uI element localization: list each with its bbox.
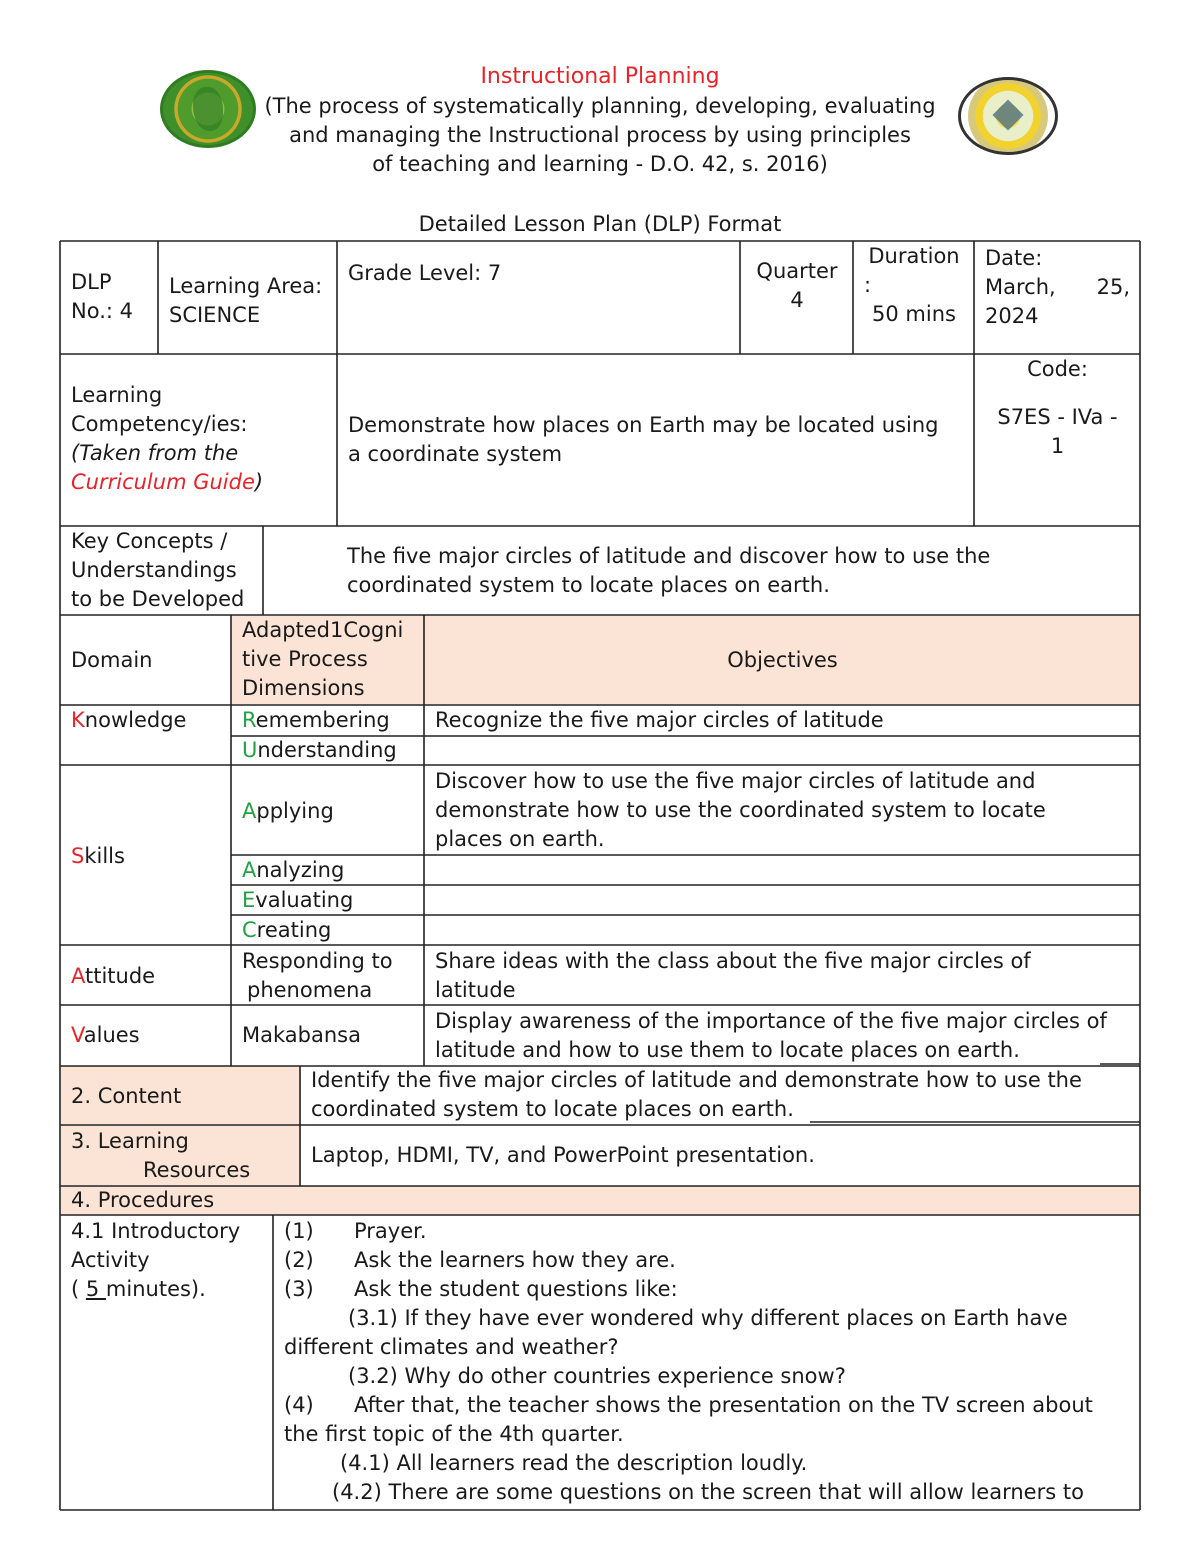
domain-knowledge (61, 706, 231, 735)
subtitle-line-3: of teaching and learning - D.O. 42, s. 2016) (372, 152, 828, 176)
competency-label-cell (61, 381, 336, 497)
competency-label-line-1: Learning (71, 383, 163, 407)
competency-text-line-1: Demonstrate how places on Earth may be located using (348, 413, 939, 437)
process-makabansa: Makabansa (242, 1023, 361, 1047)
process-evaluating (232, 886, 424, 915)
content-text-2: coordinated system to locate places on earth. (311, 1097, 794, 1121)
step-2-text: Ask the learners how they are. (354, 1248, 676, 1272)
step-4-number: (4) (284, 1393, 314, 1417)
step-4 (284, 1391, 1130, 1420)
evaluating-initial: E (242, 888, 256, 912)
step-3-number: (3) (284, 1277, 314, 1301)
objective-values-2: latitude and how to use them to locate places on earth. (435, 1038, 1020, 1062)
step-4-2: (4.2) There are some questions on the screen that will allow learners to (332, 1480, 1084, 1504)
step-2 (284, 1246, 1130, 1275)
process-applying (232, 797, 424, 826)
domain-header: Domain (71, 648, 153, 672)
grade-level-cell: Grade Level: 7 (348, 261, 502, 285)
competency-label-line-3: (Taken from the (71, 441, 239, 465)
creating-initial: C (242, 918, 257, 942)
learning-area-value: SCIENCE (169, 303, 261, 327)
key-concepts-label-3: to be Developed (71, 587, 245, 611)
date-year: 2024 (985, 304, 1039, 328)
understanding-initial: U (242, 738, 258, 762)
code-cell (975, 355, 1140, 461)
attitude-rest: ttitude (85, 964, 156, 988)
learning-area-cell (159, 272, 337, 330)
closing-paren: ) (254, 470, 264, 494)
intro-minutes-value: 5 (85, 1277, 106, 1301)
intro-label-1: 4.1 Introductory (71, 1219, 241, 1243)
attitude-initial: A (71, 964, 85, 988)
resources-label (61, 1127, 300, 1185)
domain-attitude (61, 962, 231, 991)
competency-text-cell (338, 411, 974, 469)
code-value-line-1: S7ES - IVa - (997, 405, 1118, 429)
key-concepts-text-cell (337, 542, 1137, 600)
key-concepts-text-2: coordinated system to locate places on earth. (347, 573, 830, 597)
skills-rest: kills (84, 844, 125, 868)
objective-applying (425, 767, 1140, 854)
process-header-1: Adapted1Cogni (242, 618, 404, 642)
code-value-line-2: 1 (1050, 434, 1065, 458)
objectives-header: Objectives (727, 648, 838, 672)
analyzing-rest: nalyzing (256, 858, 345, 882)
skills-initial: S (71, 844, 85, 868)
step-3-1-line-1: (3.1) If they have ever wondered why different places on Earth have (348, 1306, 1068, 1330)
date-cell (975, 244, 1140, 331)
objective-attitude-1: Share ideas with the class about the five major circles of (435, 949, 1031, 973)
duration-cell (854, 242, 974, 329)
objective-attitude-2: latitude (435, 978, 516, 1002)
content-text-1: Identify the five major circles of latitude and demonstrate how to use the (311, 1068, 1082, 1092)
competency-label-line-2: Competency/ies: (71, 412, 248, 436)
intro-label-3 (71, 1275, 263, 1304)
understanding-rest: nderstanding (257, 738, 397, 762)
step-4-text-1: After that, the teacher shows the presentation on the TV screen about (354, 1393, 1093, 1417)
subtitle-line-1: (The process of systematically planning, developing, evaluating (264, 94, 936, 118)
content-text (301, 1066, 1140, 1124)
process-creating (232, 916, 424, 945)
process-understanding (232, 736, 424, 765)
remembering-rest: emembering (255, 708, 390, 732)
objective-applying-3: places on earth. (435, 827, 605, 851)
key-concepts-label-2: Understandings (71, 558, 237, 582)
step-4-1: (4.1) All learners read the description loudly. (340, 1451, 808, 1475)
applying-rest: pplying (256, 799, 334, 823)
duration-colon: : (864, 273, 872, 297)
cognitive-process-header (232, 616, 424, 703)
objective-values (425, 1007, 1140, 1065)
values-rest: alues (83, 1023, 140, 1047)
competency-text-line-2: a coordinate system (348, 442, 563, 466)
step-3-text: Ask the student questions like: (354, 1277, 678, 1301)
quarter-value: 4 (790, 288, 804, 312)
step-1-text: Prayer. (354, 1219, 427, 1243)
key-concepts-label-cell (61, 527, 263, 614)
step-3-1-line-2: different climates and weather? (284, 1335, 619, 1359)
learning-area-label: Learning Area: (169, 274, 323, 298)
responding-line-1: Responding to (242, 949, 393, 973)
procedures-label: 4. Procedures (71, 1188, 215, 1212)
subtitle-line-2: and managing the Instructional process by using principles (289, 123, 911, 147)
dlp-label: DLP (71, 270, 112, 294)
process-responding (232, 947, 424, 1005)
objective-values-1: Display awareness of the importance of the five major circles of (435, 1009, 1107, 1033)
duration-value: 50 mins (872, 302, 956, 326)
process-header-2: tive Process (242, 647, 368, 671)
process-remembering (232, 706, 424, 735)
objective-remembering: Recognize the five major circles of latitude (435, 708, 884, 732)
process-header-3: Dimensions (242, 676, 365, 700)
remembering-initial: R (242, 708, 256, 732)
evaluating-rest: valuating (255, 888, 354, 912)
step-1 (284, 1217, 1130, 1246)
analyzing-initial: A (242, 858, 257, 882)
step-3 (284, 1275, 1130, 1304)
applying-initial: A (242, 799, 257, 823)
quarter-cell (741, 257, 853, 315)
resources-label-2: Resources (143, 1158, 251, 1182)
date-label: Date: (985, 246, 1043, 270)
content-label: 2. Content (71, 1084, 182, 1108)
values-initial: V (71, 1023, 84, 1047)
key-concepts-label-1: Key Concepts / (71, 529, 228, 553)
step-2-number: (2) (284, 1248, 314, 1272)
key-concepts-text-1: The five major circles of latitude and discover how to use the (347, 544, 991, 568)
format-heading: Detailed Lesson Plan (DLP) Format (418, 212, 782, 236)
introductory-activity-label (61, 1217, 273, 1304)
resources-label-1: 3. Learning (71, 1129, 189, 1153)
quarter-label: Quarter (756, 259, 838, 283)
objective-applying-2: demonstrate how to use the coordinated system to locate (435, 798, 1046, 822)
code-label: Code: (1027, 357, 1088, 381)
date-day: 25, (1096, 275, 1130, 299)
curriculum-guide-text: Curriculum Guide (71, 470, 255, 494)
dlp-number: No.: 4 (71, 299, 133, 323)
intro-label-2: Activity (71, 1248, 150, 1272)
dlp-number-cell (61, 268, 157, 326)
domain-values (61, 1021, 231, 1050)
knowledge-rest: nowledge (84, 708, 187, 732)
page-header (0, 62, 1200, 179)
step-4-text-2: the first topic of the 4th quarter. (284, 1422, 624, 1446)
knowledge-initial: K (71, 708, 85, 732)
process-analyzing (232, 856, 424, 885)
page-title: Instructional Planning (480, 64, 720, 89)
introductory-activity-steps (274, 1217, 1140, 1507)
competency-label-line-4 (71, 468, 326, 497)
intro-minutes-label: minutes). (105, 1277, 206, 1301)
step-3-2: (3.2) Why do other countries experience snow? (348, 1364, 846, 1388)
responding-line-2: phenomena (247, 978, 373, 1002)
domain-skills (61, 842, 231, 871)
intro-open-paren: ( (71, 1277, 86, 1301)
creating-rest: reating (256, 918, 332, 942)
objective-applying-1: Discover how to use the five major circles of latitude and (435, 769, 1036, 793)
resources-text: Laptop, HDMI, TV, and PowerPoint presentation. (311, 1143, 815, 1167)
date-month-day (985, 273, 1130, 302)
date-month: March, (985, 275, 1056, 299)
duration-label: Duration (868, 244, 960, 268)
step-1-number: (1) (284, 1219, 314, 1243)
objective-attitude (425, 947, 1140, 1005)
